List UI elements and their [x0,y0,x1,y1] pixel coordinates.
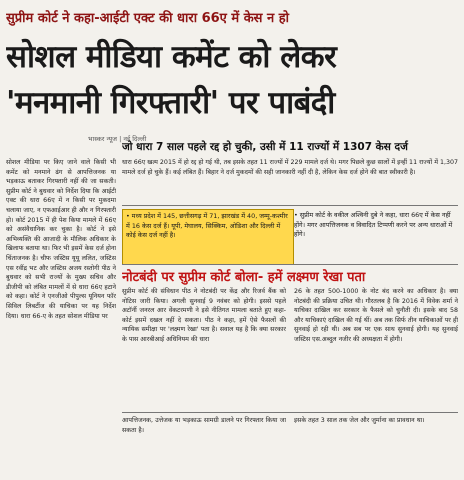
highlight-box-text: • मध्य प्रदेश में 145, छत्तीसगढ़ में 71, झारखंड में 40, जम्मू-कश्मीर में 16 केस दर्ज हैं। यूपी, मेघालय, सिक्किम, ओडिशा और दिल्ली में कोई केस दर्ज नहीं है। [126,212,288,239]
notebandi-headline: नोटबंदी पर सुप्रीम कोर्ट बोला- हमें लक्ष्मण रेखा पता [122,270,366,285]
side-note-text: • सुप्रीम कोर्ट के वकील अश्विनी दुबे ने कहा, धारा 66ए में केस नहीं होंगे। मगर आपत्तिजनक व विवादित टिप्पणी करने पर अन्य धाराओं में होंगे। [294,211,453,238]
divider [122,412,458,413]
headline-line-2: 'मनमानी गिरफ्तारी' पर पाबंदी [6,85,335,121]
byline: भास्कर न्यूज | नई दिल्ली [88,135,147,143]
sub-headline: जो धारा 7 साल पहले रद्द हो चुकी, उसी में 11 राज्यों में 1307 केस दर्ज [122,141,408,153]
divider [122,264,458,265]
side-note [294,211,458,261]
left-column-text: सोशल मीडिया पर किए जाने वाले किसी भी कमेंट को मनमाने ढंग से आपत्तिजनक या भड़काऊ बताकर गिरफ्तारी नहीं की जा सकती। सुप्रीम कोर्ट ने बुधवार को निर्देश दिया कि आईटी एक्ट की धारा 66ए में न किसी पर मुकदमा चलाया जाए, न एफआईआर ही और न गिरफ्तारी हो। कोर्ट 2015 में ही पेश किया मामले में 66ए को असंवैधानिक कर चुका है। कोर्ट ने इसे अभिव्यक्ति की आजादी के मौलिक अधिकार के खिलाफ बताया था। फिर भी इसमें केस दर्ज होना चिंताजनक है। चीफ जस्टिस यूयू ललित, जस्टिस एस रवींद्र भट और जस्टिस अजय रस्तोगी पीठ ने बुधवार को सभी राज्यों के मुख्य सचिव और डीजीपी को लंबित मामलों में से धारा 66ए हटाने को कहा। कोर्ट ने एनजीओ पीपुल्स यूनियन फॉर सिविल लिबर्टीज की याचिका पर यह निर्देश दिया। धारा 66-ए के तहत सोशल मीडिया पर [6,159,116,320]
headline-line-1: सोशल मीडिया कमेंट को लेकर [6,39,337,75]
notebandi-column-1: सुप्रीम कोर्ट की संविधान पीठ ने नोटबंदी पर केंद्र और रिजर्व बैंक को नोटिस जारी किया। अगली सुनवाई 9 नवंबर को होगी। इससे पहले अटॉर्नी जनरल आर वेंकटरमणी ने इसे नीतिगत मामला बताते हुए कहा-कोर्ट इसमें दखल नहीं दे सकता। पीठ ने कहा, हमें ऐसे फैसलों की न्यायिक समीक्षा पर 'लक्ष्मण रेखा' पता है। सवाल यह है कि क्या सरकार के पास आरबीआई अधिनियम की धारा [122,288,286,343]
kicker: सुप्रीम कोर्ट ने कहा-आईटी एक्ट की धारा 66ए में केस न हो [6,11,290,26]
notebandi-column-2: 26 के तहत 500-1000 के नोट बंद करने का अधिकार है। क्या नोटबंदी की प्रक्रिया उचित थी। गौरतलब है कि 2016 में विवेक शर्मा ने याचिका दाखिल कर सरकार के फैसले को चुनौती दी। इसके बाद 58 और याचिकाएं दाखिल की गई थीं। अब तक सिर्फ तीन याचिकाओं पर ही सुनवाई हो रही थी। अब सब पर एक साथ सुनवाई होगी। यह सुनवाई जस्टिस एस.अब्दुल नजीर की अध्यक्षता में होगी। [294,288,458,343]
intro-paragraph: धारा 66ए खत्म 2015 में हो रद्द हो गई थी, तब इसके तहत 11 राज्यों में 229 मामले दर्ज थे। मगर पिछले कुछ सालों में इन्हीं 11 राज्यों में 1,307 मामले दर्ज हो चुके हैं। कई लंबित हैं। बिहार ने दर्ज मुकदमों की सही जानकारी नहीं दी है, लेकिन केस दर्ज होने की बात स्वीकारी है। [122,159,458,176]
highlight-box [122,209,294,265]
bottom-mid-text: आपत्तिजनक, उत्तेजक या भड़काऊ सामग्री डालने पर गिरफ्तार किया जा सकता है। [122,417,286,434]
bottom-right-text: इसके तहत 3 साल तक जेल और जुर्माना का प्रावधान था। [294,417,425,424]
divider [122,205,458,206]
